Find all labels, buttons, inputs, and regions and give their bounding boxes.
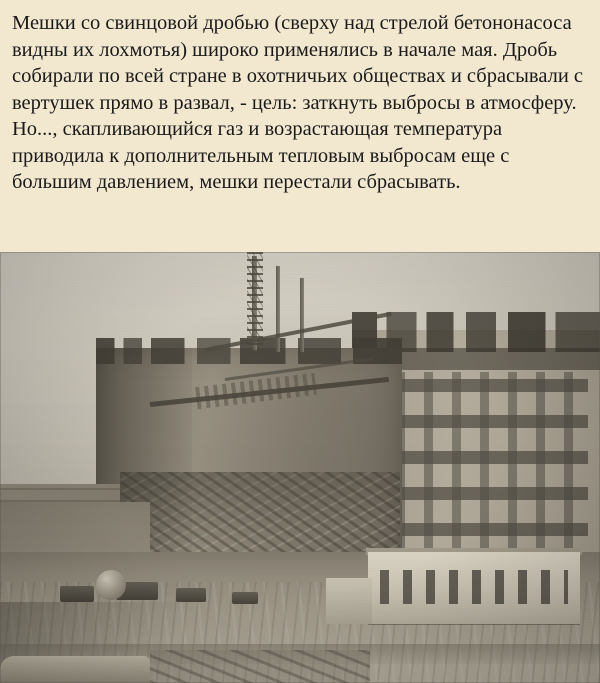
photo-frame [0, 252, 600, 683]
caption-text: Мешки со свинцовой дробью (сверху над стрелой бетононасоса видны их лохмотья) широко применялись в начале мая. Дробь собирали по всей стране в охотничьих обществах и сбрасывали с вертушек прямо в развал, - цель: заткнуть выбросы в атмосферу. Но..., скапливающийся газ и возрастающая температура приводила к дополнительным тепловым выбросам еще с большим давлением, мешки перестали сбрасывать. [12, 12, 589, 193]
site-vehicle [60, 586, 94, 602]
storage-tank [96, 570, 126, 600]
site-vehicle [232, 592, 258, 604]
auxiliary-structure [326, 578, 372, 624]
site-vehicle [176, 588, 206, 602]
vent-stack-short [300, 278, 304, 352]
foreground-debris [150, 650, 370, 683]
service-building-windows [380, 570, 568, 604]
foreground-pipe [0, 656, 150, 683]
caption-block [0, 0, 600, 252]
vent-stack-mid [276, 266, 280, 352]
